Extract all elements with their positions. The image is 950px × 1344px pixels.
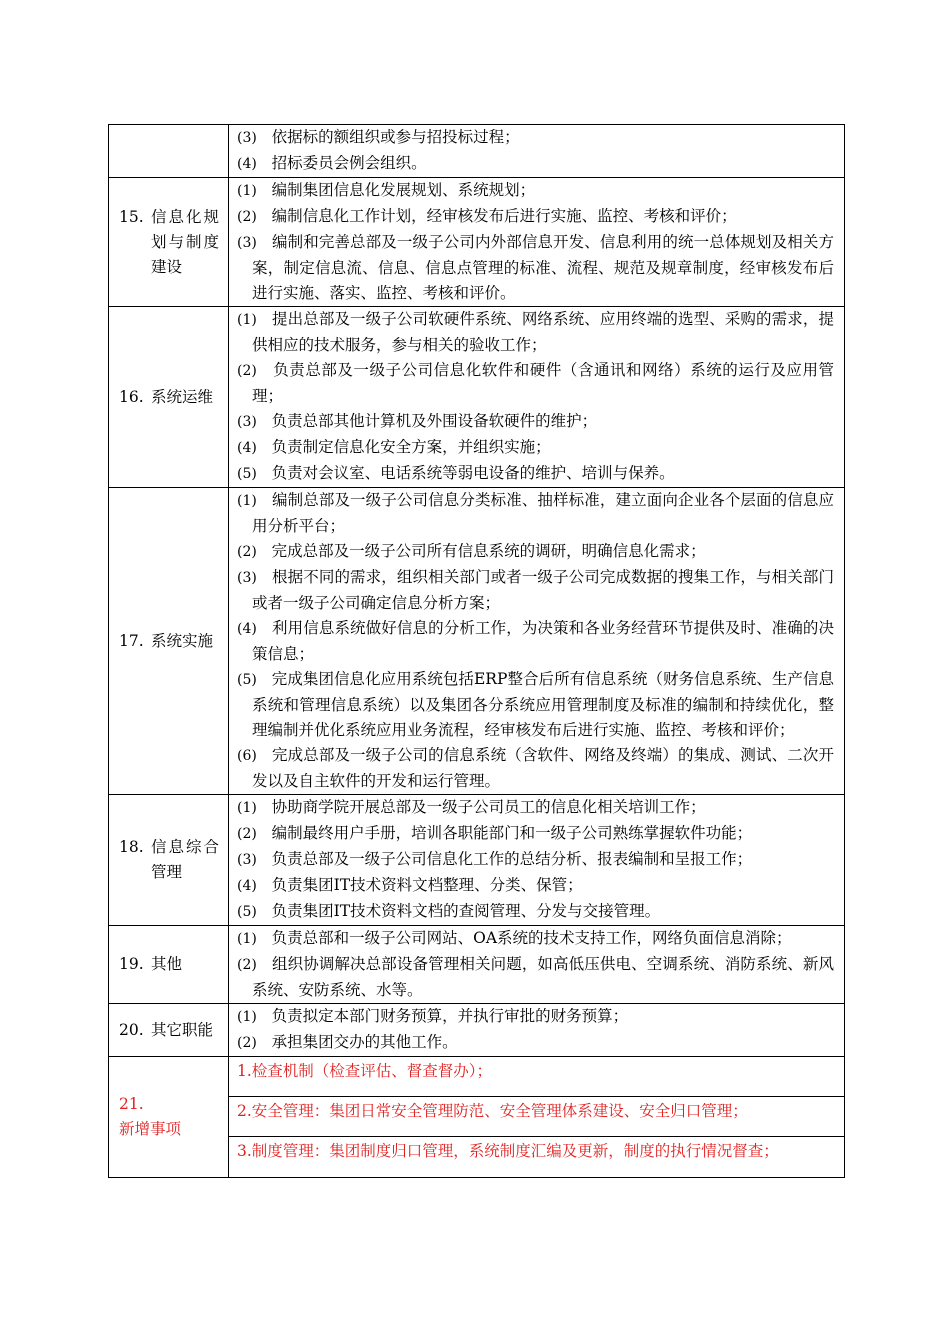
duty-item-text: 完成总部及一级子公司的信息系统（含软件、网络及终端）的集成、测试、二次开发以及自主软件的开发和运行管理。: [252, 746, 835, 790]
duty-item-text: 依据标的额组织或参与招投标过程；: [271, 128, 520, 146]
duty-item-number: (5): [237, 672, 257, 688]
category-cell: [109, 178, 229, 307]
duty-item-text: 编制总部及一级子公司信息分类标准、抽样标准，建立面向企业各个层面的信息应用分析平台；: [252, 491, 835, 535]
category-label: 系统运维: [151, 387, 214, 406]
duty-item-text: 根据不同的需求，组织相关部门或者一级子公司完成数据的搜集工作，与相关部门或者一级子公司确定信息分析方案；: [252, 568, 835, 612]
duty-item: [237, 1030, 834, 1056]
category-label: 其他: [151, 955, 183, 973]
duty-item: [237, 151, 834, 177]
duty-item-number: (3): [237, 414, 257, 430]
duty-item-number: (1): [237, 800, 257, 816]
duty-item-number: (2): [237, 826, 257, 842]
duty-item: [237, 1004, 834, 1030]
category-label: 信息综合管理: [151, 838, 219, 881]
duty-item-number: (2): [237, 957, 257, 973]
category-cell: [109, 1004, 229, 1057]
spacer: [257, 207, 272, 225]
spacer: [257, 824, 272, 842]
duty-row: [109, 488, 845, 795]
category-number: 19.: [119, 955, 144, 973]
spacer: [257, 746, 272, 764]
duty-item-text: 负责总部及一级子公司信息化软件和硬件（含通讯和网络）系统的运行及应用管理；: [252, 361, 835, 405]
spacer: [257, 619, 272, 637]
spacer: [257, 181, 272, 199]
spacer: [257, 670, 272, 688]
duty-item-number: (5): [237, 904, 257, 920]
spacer: [257, 568, 272, 586]
duty-item-number: (1): [237, 312, 257, 328]
duty-items-cell: [229, 307, 845, 488]
spacer: [257, 464, 272, 482]
category-cell: [109, 488, 229, 795]
spacer: [257, 798, 272, 816]
spacer: [257, 154, 272, 172]
duty-item-text: 协助商学院开展总部及一级子公司员工的信息化相关培训工作；: [271, 798, 706, 816]
duty-item: [237, 125, 834, 151]
category-cell: [109, 926, 229, 1004]
spacer: [257, 955, 272, 973]
duty-item-text: 负责集团IT技术资料文档的查阅管理、分发与交接管理。: [271, 902, 661, 920]
duty-item: [237, 795, 834, 821]
duty-item-text: 编制和完善总部及一级子公司内外部信息开发、信息利用的统一总体规划及相关方案，制定信息流、信息、信息点管理的标准、流程、规范及规章制度，经审核发布后进行实施、落实、监控、考核和评价。: [252, 233, 835, 302]
duty-item-number: (4): [237, 156, 257, 172]
duty-item: [237, 230, 834, 306]
duty-item-text: 编制最终用户手册，培训各职能部门和一级子公司熟练掌握软件功能；: [271, 824, 753, 842]
category-number: 15.: [119, 207, 144, 226]
category-number: 17.: [119, 631, 144, 650]
duty-item: [237, 358, 834, 409]
category-number: 21.: [119, 1095, 144, 1113]
spacer: [257, 233, 272, 251]
duty-item: [237, 307, 834, 358]
duty-item: [237, 539, 834, 565]
category-number: 18.: [119, 838, 144, 856]
category-label: 信息化规划与制度建设: [151, 207, 219, 276]
duty-item-number: (3): [237, 235, 257, 251]
duty-items-cell: [229, 795, 845, 926]
duty-items-cell: [229, 926, 845, 1004]
duty-item-number: (1): [237, 183, 257, 199]
duty-item: [237, 435, 834, 461]
duty-item-number: (2): [237, 1035, 257, 1051]
duty-item: [237, 488, 834, 539]
duty-item-number: (1): [237, 931, 257, 947]
duty-item: [237, 743, 834, 794]
duty-item-text: 负责制定信息化安全方案，并组织实施；: [271, 438, 551, 456]
duty-item-text: 负责对会议室、电话系统等弱电设备的维护、培训与保养。: [271, 464, 675, 482]
spacer: [257, 876, 272, 894]
duty-item-number: (3): [237, 130, 257, 146]
duty-item: [237, 667, 834, 743]
duty-item-text: 承担集团交办的其他工作。: [271, 1033, 458, 1051]
category-cell: [109, 795, 229, 926]
duty-row: [109, 926, 845, 1004]
duty-item-text: 利用信息系统做好信息的分析工作，为决策和各业务经营环节提供及时、准确的决策信息；: [252, 619, 835, 663]
duty-item-text: 组织协调解决总部设备管理相关问题，如高低压供电、空调系统、消防系统、新风系统、安防系统、水等。: [252, 955, 835, 999]
duty-row: [109, 795, 845, 926]
duty-item: [237, 873, 834, 899]
duty-row: [109, 1004, 845, 1057]
duty-item-text: 负责拟定本部门财务预算，并执行审批的财务预算；: [271, 1007, 629, 1025]
duty-item-number: (5): [237, 466, 257, 482]
duty-item-text: 招标委员会例会组织。: [271, 154, 427, 172]
new-item: 2.安全管理：集团日常安全管理防范、安全管理体系建设、安全归口管理；: [229, 1097, 844, 1137]
duty-item-number: (1): [237, 493, 257, 509]
duty-item-number: (3): [237, 570, 257, 586]
spacer: [257, 1007, 272, 1025]
category-label: 新增事项: [119, 1120, 182, 1138]
duty-row: [109, 125, 845, 178]
duty-item: [237, 461, 834, 487]
spacer: [257, 929, 272, 947]
duty-item: [237, 178, 834, 204]
new-items-cell: [229, 1057, 845, 1178]
duty-item-number: (4): [237, 621, 257, 637]
duty-item-number: (2): [237, 209, 257, 225]
category-cell: [109, 1057, 229, 1178]
duty-item-text: 提出总部及一级子公司软硬件系统、网络系统、应用终端的选型、采购的需求，提供相应的技术服务，参与相关的验收工作；: [252, 310, 835, 354]
duty-item: [237, 204, 834, 230]
duty-item-number: (2): [237, 363, 257, 379]
spacer: [257, 310, 272, 328]
duty-item-text: 负责总部其他计算机及外围设备软硬件的维护；: [271, 412, 598, 430]
duty-row: [109, 178, 845, 307]
duty-item: [237, 821, 834, 847]
category-label: 系统实施: [151, 631, 214, 650]
duty-item: [237, 926, 834, 952]
duty-item: [237, 616, 834, 667]
new-item: 1.检查机制（检查评估、督查督办）；: [229, 1057, 844, 1097]
duty-item-number: (6): [237, 748, 257, 764]
category-number: 20.: [119, 1020, 144, 1039]
spacer: [257, 542, 272, 560]
spacer: [257, 902, 272, 920]
duty-item-text: 负责总部和一级子公司网站、OA系统的技术支持工作，网络负面信息消除；: [271, 929, 792, 947]
duty-item: [237, 565, 834, 616]
duty-item: [237, 899, 834, 925]
duty-item-number: (3): [237, 852, 257, 868]
duty-item-text: 完成集团信息化应用系统包括ERP整合后所有信息系统（财务信息系统、生产信息系统和管理信息系统）以及集团各分系统应用管理制度及标准的编制和持续优化，整理编制并优化系统应用业务流程，经审核发布后进行实施、监控、考核和评价；: [252, 670, 835, 739]
duty-item-text: 负责集团IT技术资料文档整理、分类、保管；: [271, 876, 583, 894]
duty-item-number: (1): [237, 1009, 257, 1025]
duties-table: [108, 124, 845, 1178]
duty-row: [109, 307, 845, 488]
spacer: [257, 361, 273, 379]
duty-item: [237, 409, 834, 435]
spacer: [257, 850, 272, 868]
spacer: [257, 438, 272, 456]
duty-item-text: 编制信息化工作计划，经审核发布后进行实施、监控、考核和评价；: [271, 207, 737, 225]
category-label: 其它职能: [151, 1020, 214, 1039]
spacer: [257, 1033, 272, 1051]
spacer: [257, 128, 272, 146]
duty-items-cell: [229, 1004, 845, 1057]
category-cell: [109, 125, 229, 178]
duty-item-number: (2): [237, 544, 257, 560]
duty-item-text: 完成总部及一级子公司所有信息系统的调研，明确信息化需求；: [271, 542, 706, 560]
duties-table-body: [109, 125, 845, 1178]
spacer: [257, 412, 272, 430]
spacer: [257, 491, 272, 509]
new-items-row: [109, 1057, 845, 1178]
duty-item-text: 负责总部及一级子公司信息化工作的总结分析、报表编制和呈报工作；: [271, 850, 753, 868]
duty-items-cell: [229, 125, 845, 178]
duty-item: [237, 847, 834, 873]
duty-item-number: (4): [237, 440, 257, 456]
duty-item-text: 编制集团信息化发展规划、系统规划；: [271, 181, 536, 199]
duty-item-number: (4): [237, 878, 257, 894]
duty-item: [237, 952, 834, 1003]
new-item: 3.制度管理：集团制度归口管理，系统制度汇编及更新，制度的执行情况督查；: [237, 1142, 779, 1160]
duty-items-cell: [229, 488, 845, 795]
category-number: 16.: [119, 387, 144, 406]
category-cell: [109, 307, 229, 488]
duty-items-cell: [229, 178, 845, 307]
